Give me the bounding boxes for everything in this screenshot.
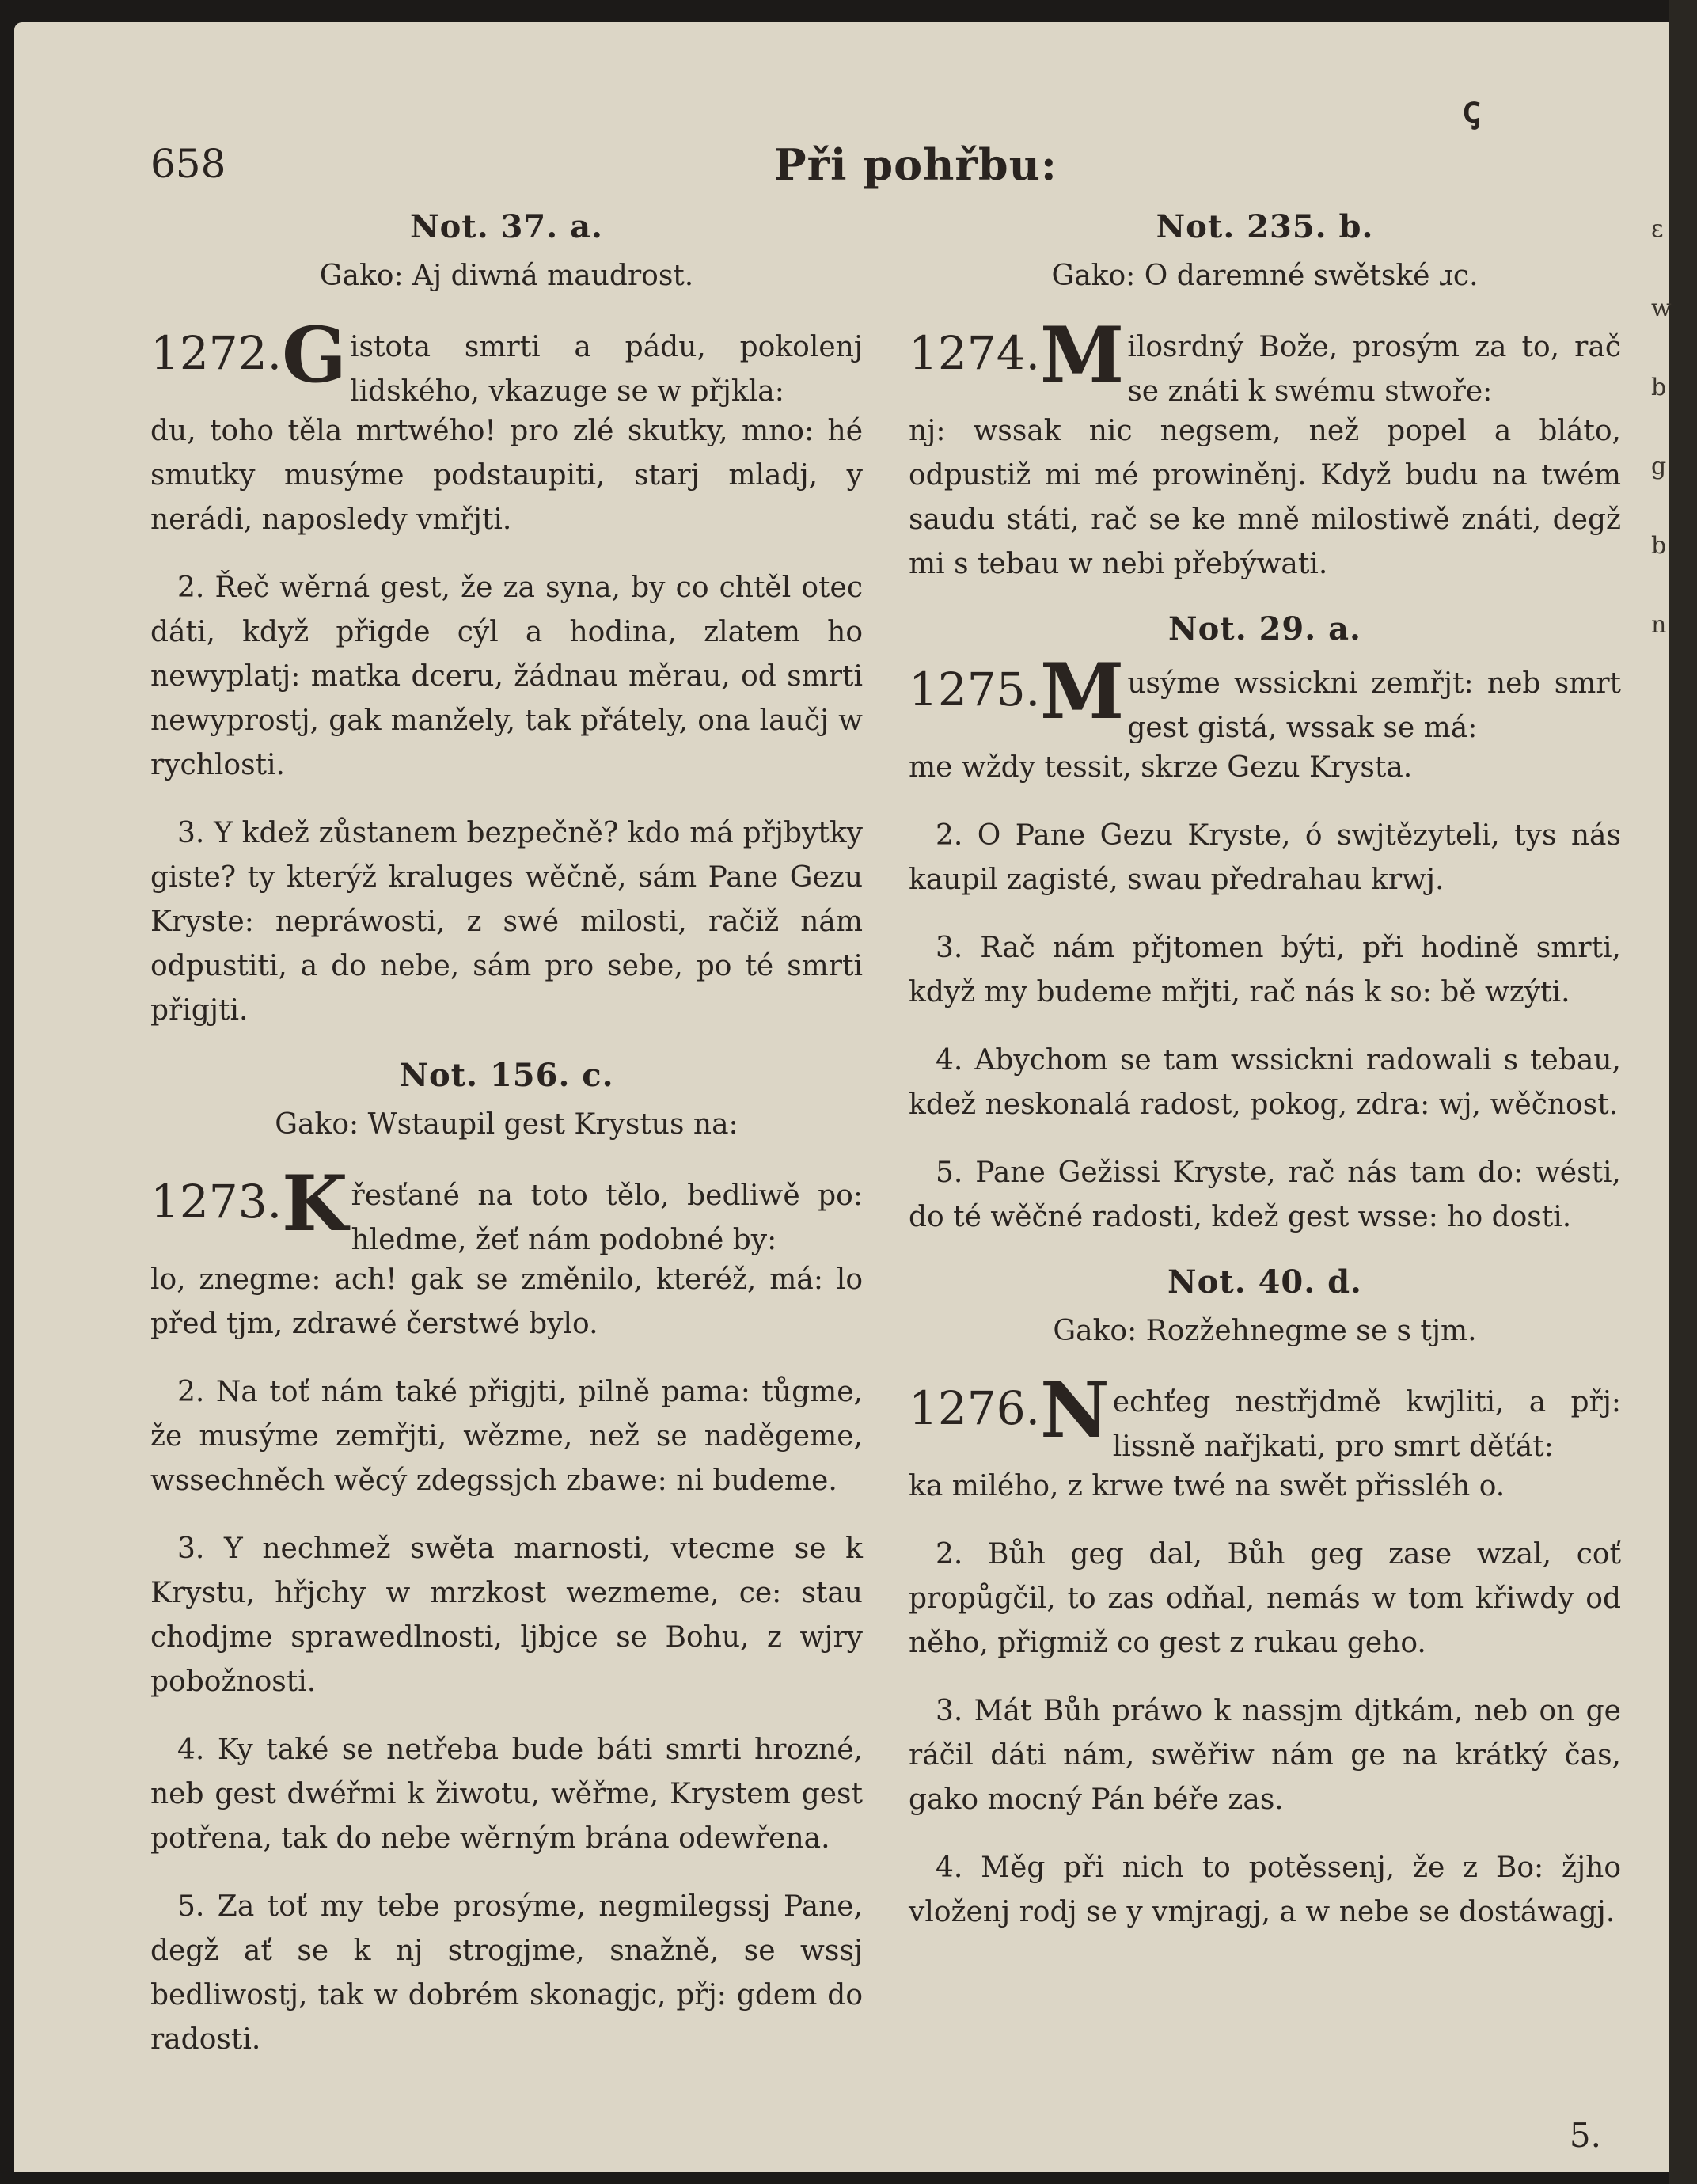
nota-heading: Not. 37. a. [410, 208, 603, 245]
hymn-number: 1275. [909, 663, 1041, 716]
verse: 3. Y kdež zůstanem bezpečně? kdo má přjbytky giste? ty kterýž kraluges wěčně, sám Pane Gezu Kryste: nepráwosti, z swé milosti, račiž nám odpustiti, a do nebe, sám pro sebe, po té smrti přigjti. [150, 817, 863, 1027]
drop-cap: G [282, 310, 347, 400]
verse: 4. Abychom se tam wssickni radowali s tebau, kdež neskonalá radost, pokog, zdra: wj, wěčnost. [909, 1044, 1621, 1121]
fragment: ɛ [1651, 215, 1664, 243]
tune-reference: Gako: Wstaupil gest Krystus na: [275, 1108, 738, 1141]
verse: 4. Ky také se netřeba bude báti smrti hrozné, neb gest dwéřmi k žiwotu, wěřme, Krystem gest potřena, tak do nebe wěrným brána odewřena. [150, 1734, 863, 1855]
adjacent-page-strip [1669, 0, 1697, 2184]
hymn-1274 [909, 310, 1621, 587]
verse: 2. Bůh geg dal, Bůh geg zase wzal, coť propůgčil, to zas odňal, nemás w tom křiwdy od něho, přigmiž co gest z rukau geho. [909, 1538, 1621, 1659]
hymn-text: nj: wssak nic negsem, než popel a bláto, odpustiž mi mé prowiněnj. Když budu na twém saudu státi, rač se ke mně milostiwě znáti, degž mi s tebau w nebi přebýwati. [909, 415, 1621, 580]
nota-heading: Not. 40. d. [1167, 1263, 1362, 1301]
hymn-number: 1273. [150, 1175, 283, 1229]
nota-heading: Not. 29. a. [1168, 610, 1361, 648]
fragment: n [1651, 611, 1667, 639]
hymn-number: 1272. [150, 326, 283, 380]
hymn-1273 [150, 1159, 863, 1346]
hymn-1272 [150, 310, 863, 542]
verse: 3. Mát Bůh práwo k nassjm djtkám, neb on ge ráčil dáti nám, swěřiw nám ge na krátký čas, gako mocný Pán béře zas. [909, 1695, 1621, 1816]
nota-heading: Not. 156. c. [399, 1057, 614, 1094]
verse: 2. Na toť nám také přigjti, pilně pama: tůgme, že musýme zemřjti, wězme, než se naděgeme, wssechněch wěcý zdegssjch zbawe: ni budeme. [150, 1376, 863, 1497]
hymn-1275 [909, 647, 1621, 790]
hymn-first-line: echťeg nestřjdmě kwjliti, a přj: lissně nařjkati, pro smrt děťát: [1112, 1386, 1621, 1463]
verse: 5. Pane Gežissi Kryste, rač nás tam do: wésti, do té wěčné radosti, kdež gest wsse: ho dosti. [909, 1157, 1621, 1233]
page-number: 658 [150, 141, 226, 187]
tune-reference: Gako: Aj diwná maudrost. [319, 260, 694, 292]
fragment: g [1651, 453, 1667, 480]
drop-cap: N [1040, 1365, 1110, 1455]
hymn-first-line: řesťané na toto tělo, bedliwě po: hledme, žeť nám podobné by: [351, 1179, 863, 1256]
corner-mark: ꞔ [1463, 88, 1481, 131]
hymn-text: lo, znegme: ach! gak se změnilo, kteréž, má: lo před tjm, zdrawé čerstwé bylo. [150, 1263, 863, 1340]
tune-reference: Gako: O daremné swětské ɹc. [1051, 260, 1479, 292]
hymn-text: me wždy tessit, skrze Gezu Krysta. [909, 751, 1413, 784]
verse: 2. Řeč wěrná gest, že za syna, by co chtěl otec dáti, když přigde cýl a hodina, zlatem ho newyplatj: matka dceru, žádnau měrau, od smrti newyprostj, gak manžely, tak přátely, ona laučj w rychlosti. [150, 572, 863, 781]
verse: 4. Měg při nich to potěssenj, že z Bo: žjho vloženj rodj se y vmjragj, a w nebe se dostáwagj. [909, 1852, 1621, 1928]
fragment: w [1651, 294, 1672, 322]
catchword: 5. [1569, 2116, 1601, 2155]
fragment: b [1651, 374, 1667, 401]
verse: 3. Y nechmež swěta marnosti, vtecme se k Krystu, hřjchy w mrzkost wezmeme, ce: stau chodjme sprawedlnosti, ljbjce se Bohu, z wjry pobožnosti. [150, 1533, 863, 1698]
drop-cap: M [1040, 647, 1125, 736]
left-column [150, 208, 863, 2086]
hymn-text: ka milého, z krwe twé na swět přissléh o. [909, 1470, 1505, 1502]
fragment: b [1651, 532, 1667, 560]
verse: 5. Za toť my tebe prosýme, negmilegssj Pane, degž ať se k nj strogjme, snažně, se wssj bedliwostj, tak w dobrém skonagjc, přj: gdem do radosti. [150, 1890, 863, 2056]
hymn-number: 1276. [909, 1381, 1041, 1435]
adjacent-page-fragments [1651, 190, 1672, 665]
hymn-1276 [909, 1365, 1621, 1509]
verse: 2. O Pane Gezu Kryste, ó swjtězyteli, tys nás kaupil zagisté, swau předrahau krwj. [909, 819, 1621, 896]
right-column [909, 208, 1621, 1958]
hymn-text: du, toho těla mrtwého! pro zlé skutky, mno: hé smutky musýme podstaupiti, starj mladj, y nerádi, naposledy vmřjti. [150, 415, 863, 536]
drop-cap: M [1040, 310, 1125, 400]
hymn-number: 1274. [909, 326, 1041, 380]
page-header [14, 22, 1672, 204]
verse: 3. Rač nám přjtomen býti, při hodině smrti, když my budeme mřjti, rač nás k so: bě wzýti. [909, 932, 1621, 1008]
drop-cap: K [282, 1159, 348, 1248]
running-title: Při pohřbu: [774, 139, 1057, 190]
tune-reference: Gako: Rozžehnegme se s tjm. [1053, 1315, 1477, 1347]
book-page [14, 22, 1672, 2172]
hymn-first-line: usýme wssickni zemřjt: neb smrt gest gistá, wssak se má: [1127, 667, 1621, 744]
hymn-first-line: ilosrdný Bože, prosým za to, rač se znáti k swému stwoře: [1127, 331, 1621, 408]
hymn-first-line: istota smrti a pádu, pokolenj lidského, vkazuge se w přjkla: [350, 331, 863, 408]
nota-heading: Not. 235. b. [1156, 208, 1374, 245]
